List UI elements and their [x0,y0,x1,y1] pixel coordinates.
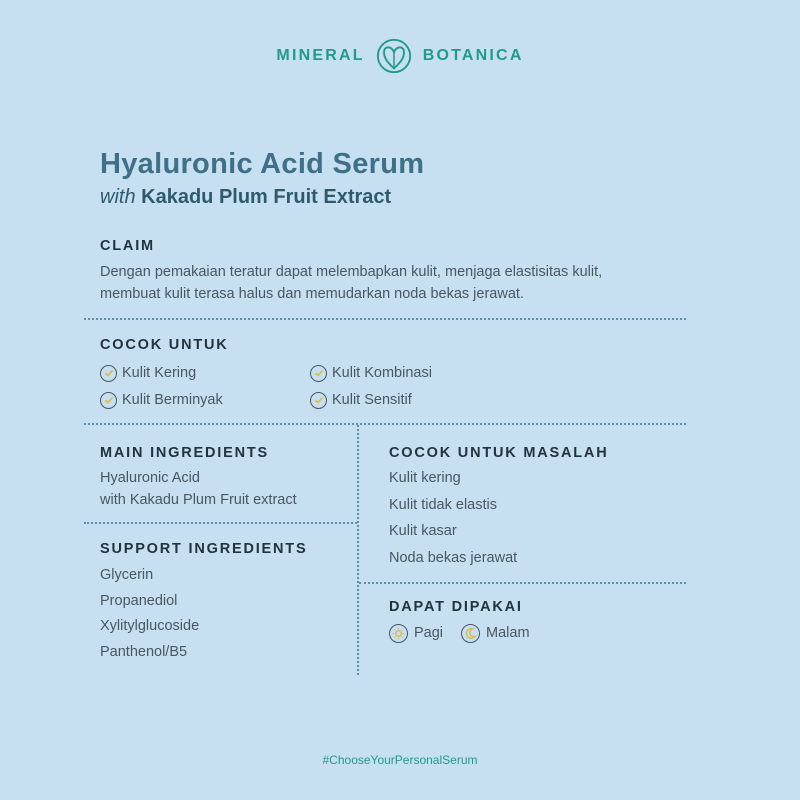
suitable-item-label: Kulit Berminyak [122,392,223,408]
claim-text [100,261,720,305]
support-ingredients-heading: SUPPORT INGREDIENTS [100,541,308,557]
main-ingredient-line: Hyaluronic Acid [100,470,200,486]
suitable-item [100,362,196,384]
divider-dotted [359,582,686,584]
brand-header [0,34,800,78]
divider-dotted-vertical [357,425,359,675]
brand-name-left: MINERAL [276,47,365,64]
divider-dotted [84,318,686,320]
usage-time-row [389,622,530,644]
divider-dotted [84,423,686,425]
suitable-item [310,362,432,384]
main-ingredients-heading: MAIN INGREDIENTS [100,445,269,461]
usage-time-heading: DAPAT DIPAKAI [389,599,523,615]
suitable-for-heading: COCOK UNTUK [100,337,229,353]
checkmark-circle-icon [310,365,327,382]
hashtag: #ChooseYourPersonalSerum [322,753,478,767]
checkmark-circle-icon [310,392,327,409]
usage-morning-label: Pagi [414,625,444,641]
product-subtitle [100,186,391,209]
suitable-problems-heading: COCOK UNTUK MASALAH [389,445,609,461]
suitable-item-label: Kulit Kering [122,365,197,381]
moon-icon [461,624,480,643]
list-item: Propanediol [100,592,178,609]
checkmark-circle-icon [100,392,117,409]
leaf-heart-logo-icon [375,37,413,75]
checkmark-circle-icon [100,365,117,382]
list-item: Kulit tidak elastis [389,496,497,513]
usage-morning [389,622,443,644]
main-ingredient-line: with Kakadu Plum Fruit extract [100,492,297,508]
suitable-problems-list [389,467,517,573]
support-ingredients-list [100,564,199,666]
claim-line-1: Dengan pemakaian teratur dapat melembapkan kulit, menjaga elastisitas kulit, [100,264,603,280]
list-item: Kulit kasar [389,523,457,539]
suitable-item-label: Kulit Sensitif [332,392,412,408]
subtitle-with: with [100,186,136,208]
brand-name-right: BOTANICA [422,47,524,64]
list-item: Panthenol/B5 [100,643,188,660]
sun-icon [389,624,408,643]
claim-heading: CLAIM [100,238,155,254]
suitable-item [100,389,223,411]
divider-dotted [84,522,357,524]
list-item: Noda bekas jerawat [389,549,518,566]
claim-line-2: membuat kulit terasa halus dan memudarkan noda bekas jerawat. [100,286,524,302]
suitable-item [310,389,412,411]
suitable-item-label: Kulit Kombinasi [332,365,432,381]
main-ingredients-text [100,467,297,511]
product-title: Hyaluronic Acid Serum [100,148,425,180]
list-item: Kulit kering [389,470,461,486]
list-item: Xylitylglucoside [100,618,200,634]
subtitle-extract-name: Kakadu Plum Fruit Extract [141,186,392,208]
list-item: Glycerin [100,567,154,583]
usage-night-label: Malam [486,625,530,641]
usage-night [461,622,530,644]
